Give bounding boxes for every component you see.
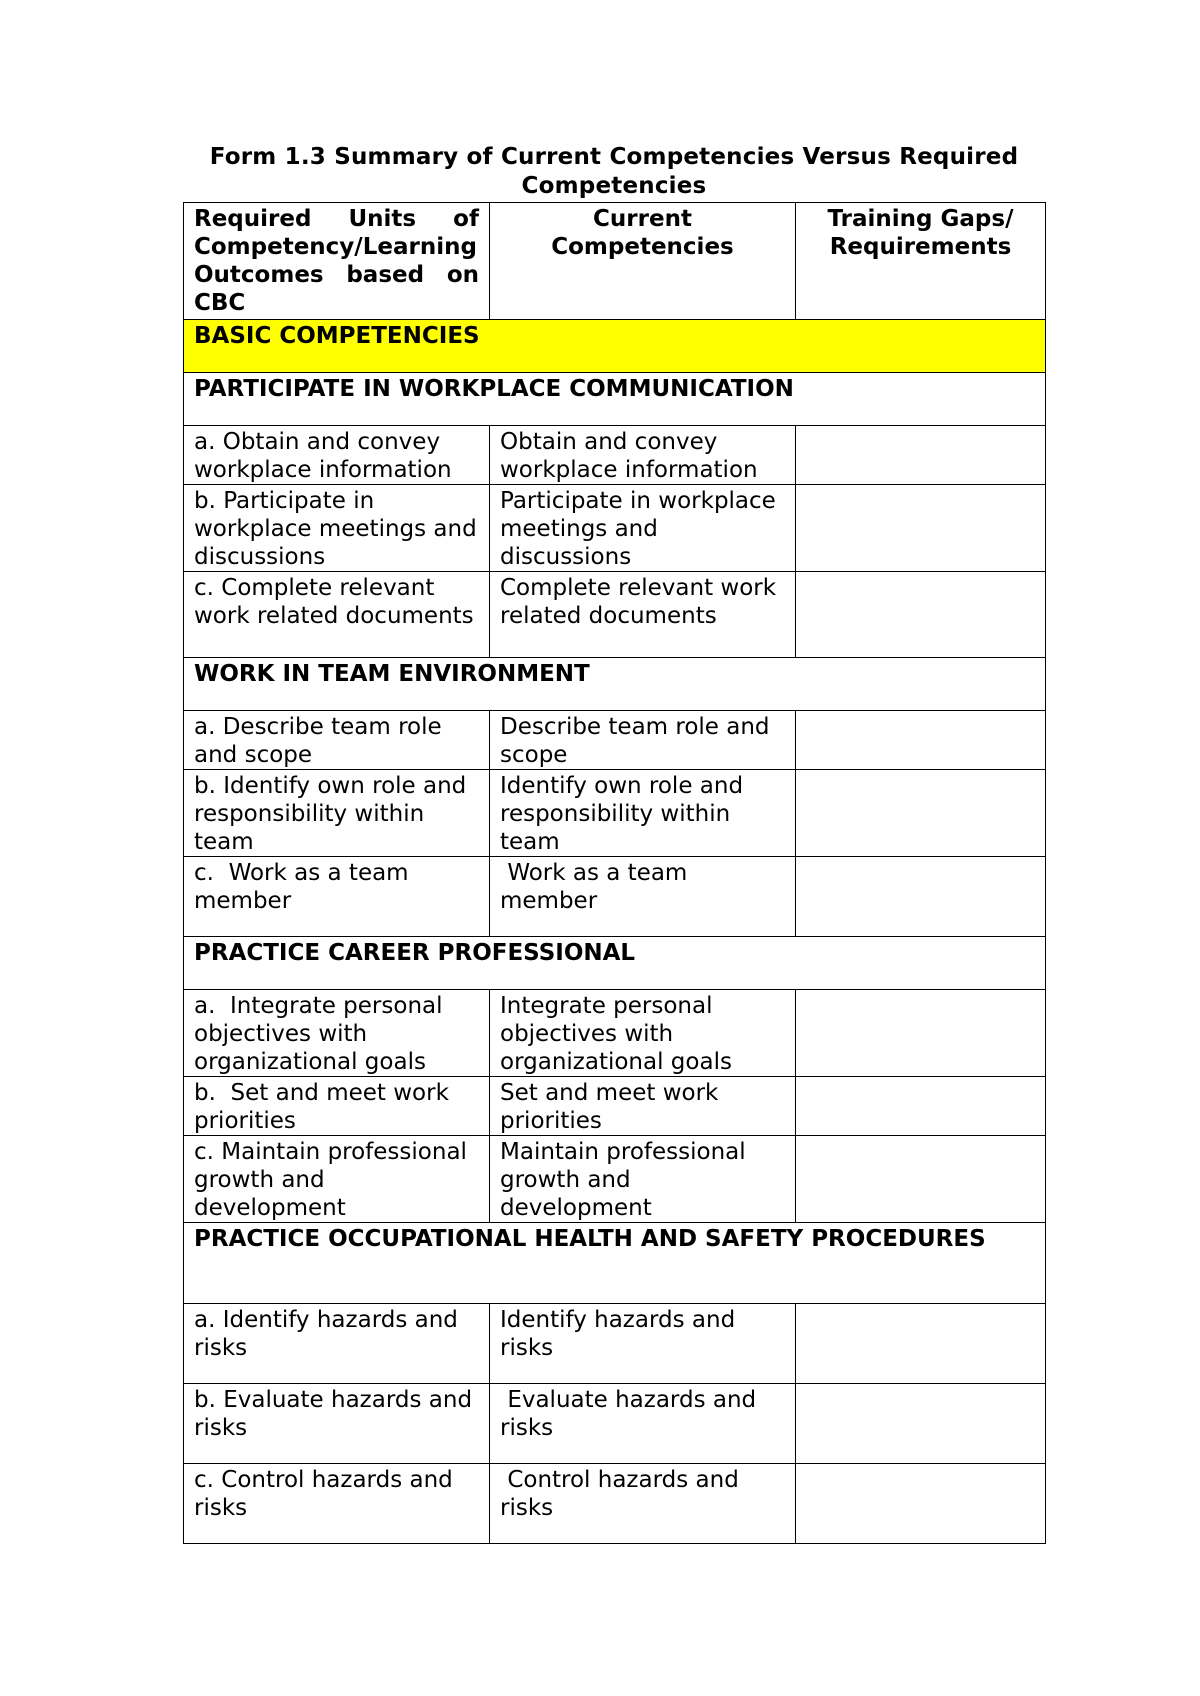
required-cell: a. Describe team role and scope	[184, 711, 490, 770]
section-title-row	[184, 1223, 1046, 1304]
table-row	[184, 1384, 1046, 1464]
competency-table	[183, 202, 1046, 1544]
table-row	[184, 1077, 1046, 1136]
current-cell: Control hazards and risks	[490, 1464, 796, 1544]
required-cell: c. Work as a team member	[184, 857, 490, 937]
gap-cell[interactable]	[796, 1077, 1046, 1136]
section-title: WORK IN TEAM ENVIRONMENT	[184, 658, 1046, 711]
header-current-competencies: Current Competencies	[490, 203, 796, 320]
required-cell: a. Obtain and convey workplace information	[184, 426, 490, 485]
basic-competencies-row	[184, 320, 1046, 373]
section-title-row	[184, 373, 1046, 426]
header-required-units: Required Units of Competency/Learning Outcomes based on CBC	[184, 203, 490, 320]
gap-cell[interactable]	[796, 857, 1046, 937]
form-title: Form 1.3 Summary of Current Competencies Versus Required Competencies	[209, 144, 1019, 199]
required-cell: b. Evaluate hazards and risks	[184, 1384, 490, 1464]
table-row	[184, 857, 1046, 937]
current-cell: Identify own role and responsibility within team	[490, 770, 796, 857]
current-cell: Describe team role and scope	[490, 711, 796, 770]
section-title-row	[184, 658, 1046, 711]
table-row	[184, 572, 1046, 658]
section-title: PRACTICE CAREER PROFESSIONAL	[184, 937, 1046, 990]
required-cell: a. Integrate personal objectives with organizational goals	[184, 990, 490, 1077]
gap-cell[interactable]	[796, 711, 1046, 770]
current-cell: Maintain professional growth and development	[490, 1136, 796, 1223]
required-cell: c. Complete relevant work related documents	[184, 572, 490, 658]
required-cell: b. Set and meet work priorities	[184, 1077, 490, 1136]
gap-cell[interactable]	[796, 1136, 1046, 1223]
current-cell: Work as a team member	[490, 857, 796, 937]
table-row	[184, 485, 1046, 572]
table-row	[184, 1464, 1046, 1544]
current-cell: Set and meet work priorities	[490, 1077, 796, 1136]
table-row	[184, 426, 1046, 485]
header-training-gaps: Training Gaps/ Requirements	[796, 203, 1046, 320]
gap-cell[interactable]	[796, 990, 1046, 1077]
current-cell: Evaluate hazards and risks	[490, 1384, 796, 1464]
gap-cell[interactable]	[796, 1384, 1046, 1464]
table-row	[184, 1304, 1046, 1384]
section-title: PRACTICE OCCUPATIONAL HEALTH AND SAFETY PROCEDURES	[184, 1223, 1046, 1304]
gap-cell[interactable]	[796, 426, 1046, 485]
required-cell: c. Control hazards and risks	[184, 1464, 490, 1544]
current-cell: Obtain and convey workplace information	[490, 426, 796, 485]
gap-cell[interactable]	[796, 1464, 1046, 1544]
section-title-row	[184, 937, 1046, 990]
section-title: PARTICIPATE IN WORKPLACE COMMUNICATION	[184, 373, 1046, 426]
current-cell: Complete relevant work related documents	[490, 572, 796, 658]
current-cell: Integrate personal objectives with organizational goals	[490, 990, 796, 1077]
gap-cell[interactable]	[796, 1304, 1046, 1384]
current-cell: Identify hazards and risks	[490, 1304, 796, 1384]
gap-cell[interactable]	[796, 770, 1046, 857]
gap-cell[interactable]	[796, 572, 1046, 658]
required-cell: c. Maintain professional growth and development	[184, 1136, 490, 1223]
basic-competencies-label: BASIC COMPETENCIES	[184, 320, 1046, 373]
table-row	[184, 711, 1046, 770]
required-cell: a. Identify hazards and risks	[184, 1304, 490, 1384]
table-row	[184, 1136, 1046, 1223]
gap-cell[interactable]	[796, 485, 1046, 572]
required-cell: b. Identify own role and responsibility within team	[184, 770, 490, 857]
header-row	[184, 203, 1046, 320]
required-cell: b. Participate in workplace meetings and discussions	[184, 485, 490, 572]
table-row	[184, 990, 1046, 1077]
table-row	[184, 770, 1046, 857]
current-cell: Participate in workplace meetings and discussions	[490, 485, 796, 572]
